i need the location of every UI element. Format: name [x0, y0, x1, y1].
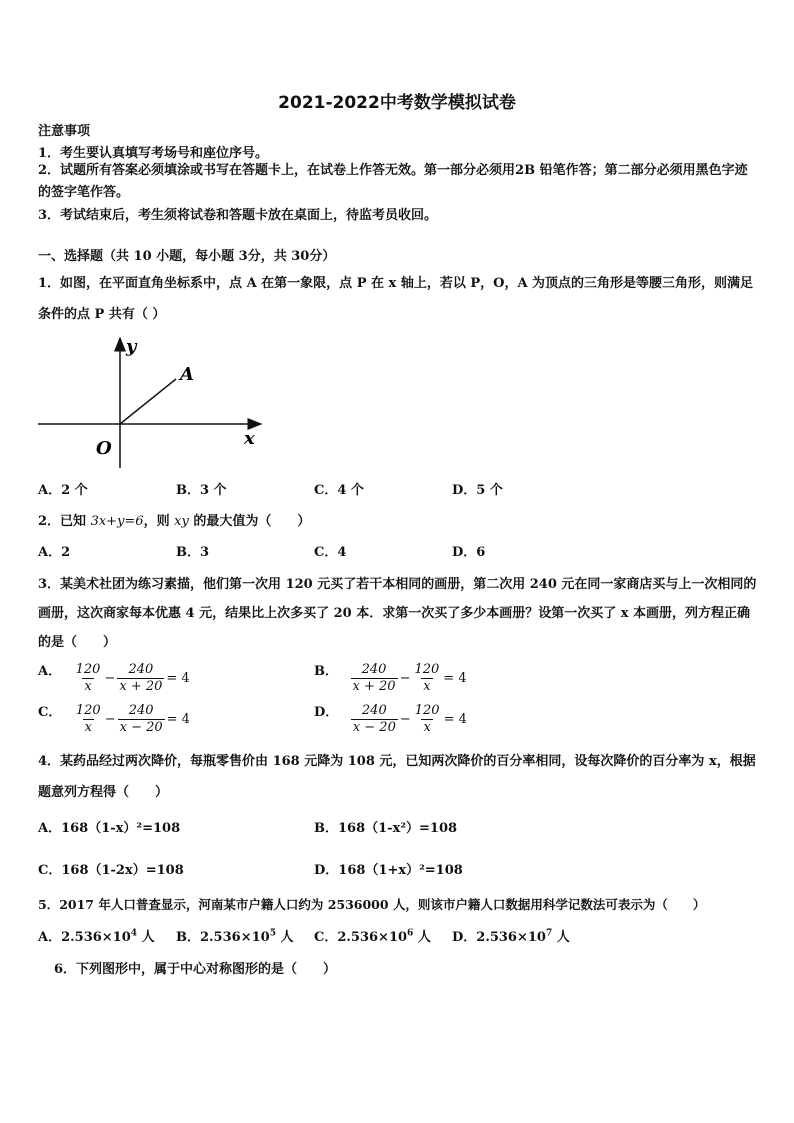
fraction: $\frac{120}{x}$ [414, 662, 440, 694]
q2-option-c[interactable]: C．4 [314, 545, 347, 560]
q2-suffix: 的最大值为（ ） [188, 514, 311, 529]
option-label: C． [38, 705, 62, 720]
equation-rhs: = 4 [443, 712, 467, 727]
equation-rhs: = 4 [443, 671, 467, 686]
option-label: B． [314, 664, 338, 679]
fraction: $\frac{240}{x + 20}$ [352, 662, 396, 694]
equation-rhs: = 4 [166, 671, 190, 686]
q3-option-c[interactable]: C． $\frac{120}{x}$ − $\frac{240}{x - 20}$ = 4 [38, 703, 190, 735]
q5-option-a[interactable]: A．$2.536\times 10^4$ 人 [38, 928, 155, 945]
q1-option-c[interactable]: C．4 个 [314, 483, 364, 498]
q3-option-b[interactable]: B． $\frac{240}{x + 20}$ − $\frac{120}{x}$ = 4 [314, 662, 467, 694]
q1-option-d[interactable]: D．5 个 [452, 483, 503, 498]
q2-expression: 3x+y=6 [90, 514, 144, 529]
q1-coordinate-figure [36, 332, 266, 472]
option-label: D． [314, 705, 339, 720]
equation-rhs: = 4 [166, 712, 190, 727]
q2-variable: xy [174, 514, 189, 529]
q2-option-d[interactable]: D．6 [452, 545, 486, 560]
q3-option-d[interactable]: D． $\frac{240}{x - 20}$ − $\frac{120}{x}$ = 4 [314, 703, 467, 735]
segment-oa [120, 379, 176, 424]
q4-option-c[interactable]: C．168（1-2x）=108 [38, 863, 184, 878]
x-axis-label: x [244, 428, 255, 449]
q3-option-a[interactable]: A． $\frac{120}{x}$ − $\frac{240}{x + 20}$ = 4 [38, 662, 190, 694]
y-axis-label: y [126, 336, 137, 357]
question-1-text: 1．如图，在平面直角坐标系中，点 A 在第一象限，点 P 在 x 轴上，若以 P，O，A 为顶点的三角形是等腰三角形，则满足条件的点 P 共有（ ） [38, 276, 754, 322]
q2-option-a[interactable]: A．2 [38, 545, 71, 560]
notice-item: 2．试题所有答案必须填涂或书写在答题卡上，在试卷上作答无效。第一部分必须用2B 铅笔作答；第二部分必须用黑色字迹的签字笔作答。 [38, 163, 748, 200]
section-heading: 一、选择题（共 10 小题，每小题 3分，共 30分） [38, 249, 336, 264]
question-5-text: 5．2017 年人口普查显示，河南某市户籍人口约为 2536000 人，则该市户籍人口数据用科学记数法可表示为（ ） [38, 897, 706, 912]
q4-option-d[interactable]: D．168（1+x）²=108 [314, 863, 463, 878]
q1-option-a[interactable]: A．2 个 [38, 483, 88, 498]
question-3-text: 3．某美术社团为练习素描，他们第一次用 120 元买了若干本相同的画册，第二次用 240 元在同一家商店买与上一次相同的画册，这次商家每本优惠 4 元，结果比上次多买了 20 本．求第一次买了多少本画册？设第一次买了 x 本画册，列方程正确的是（ ） [38, 577, 757, 650]
fraction: $\frac{240}{x - 20}$ [119, 703, 163, 735]
q2-option-b[interactable]: B．3 [176, 545, 210, 560]
q4-option-a[interactable]: A．168（1-x）²=108 [38, 821, 181, 836]
q1-option-b[interactable]: B．3 个 [176, 483, 227, 498]
q2-prefix: 2．已知 [38, 514, 91, 529]
origin-label: O [96, 438, 112, 459]
question-2-text [38, 510, 310, 529]
notice-heading: 注意事项 [38, 124, 91, 139]
q4-option-b[interactable]: B．168（1-x²）=108 [314, 821, 458, 836]
question-4-text: 4．某药品经过两次降价，每瓶零售价由 168 元降为 108 元，已知两次降价的百分率相同，设每次降价的百分率为 x，根据题意列方程得（ ） [38, 754, 756, 800]
notice-item: 1．考生要认真填写考场号和座位序号。 [38, 146, 269, 161]
fraction: $\frac{120}{x}$ [75, 662, 101, 694]
fraction: $\frac{120}{x}$ [75, 703, 101, 735]
fraction: $\frac{240}{x - 20}$ [352, 703, 396, 735]
q2-mid: ，则 [143, 514, 175, 529]
q5-option-b[interactable]: B．$2.536\times 10^5$ 人 [176, 928, 294, 945]
option-label: A． [38, 664, 62, 679]
point-a-label: A [180, 364, 194, 385]
fraction: $\frac{240}{x + 20}$ [119, 662, 163, 694]
question-6-text: 6．下列图形中，属于中心对称图形的是（ ） [54, 962, 337, 977]
q5-option-d[interactable]: D．$2.536\times 10^7$ 人 [452, 928, 570, 945]
page-title: 2021-2022中考数学模拟试卷 [278, 93, 516, 113]
fraction: $\frac{120}{x}$ [414, 703, 440, 735]
q5-option-c[interactable]: C．$2.536\times 10^6$ 人 [314, 928, 431, 945]
notice-item: 3．考试结束后，考生须将试卷和答题卡放在桌面上，待监考员收回。 [38, 208, 438, 223]
